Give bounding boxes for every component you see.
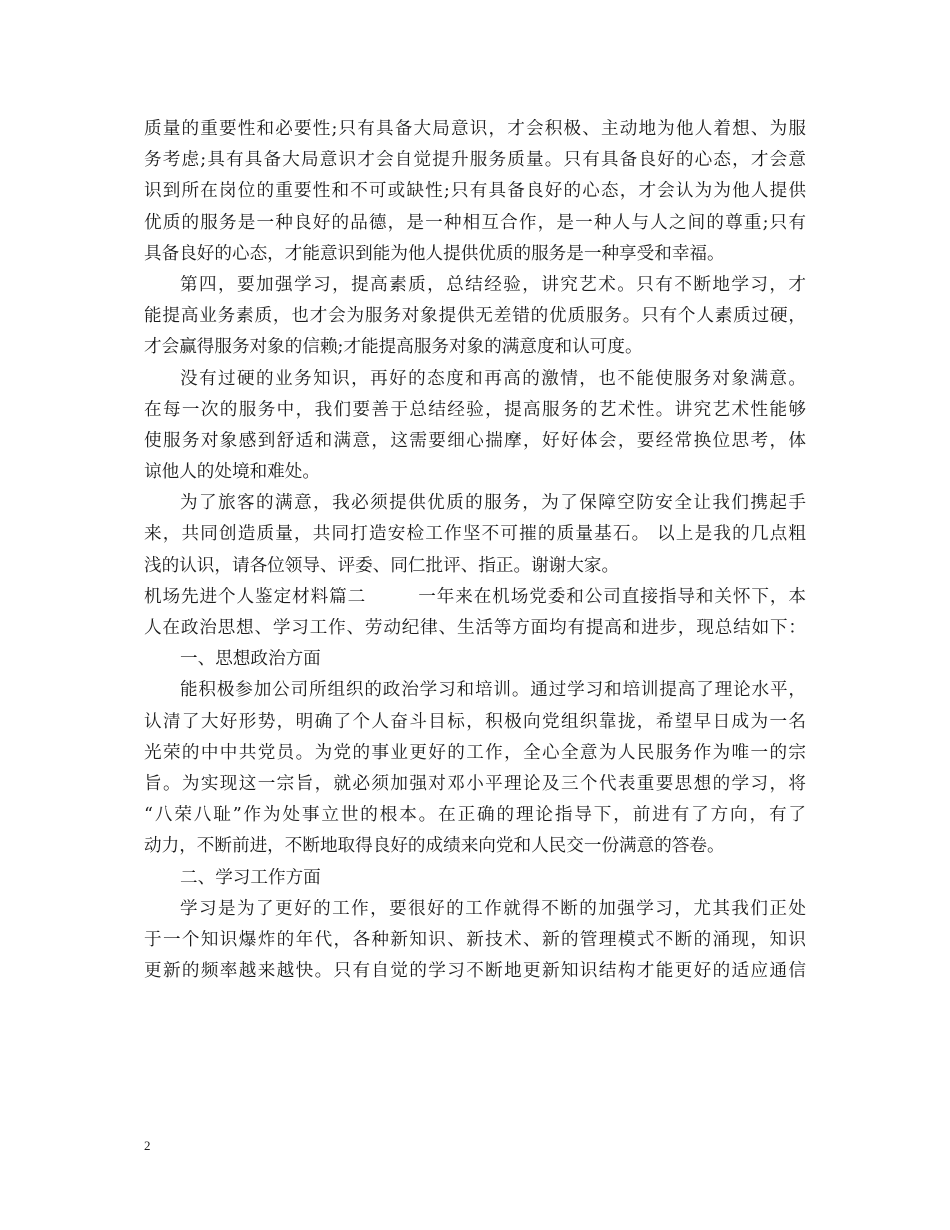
text-line: 为了旅客的满意，我必须提供优质的服务，为了保障空防安全让我们携起手 [180,493,806,514]
text-line: 识到所在岗位的重要性和不可或缺性;只有具备良好的心态，才会认为为他人提供 [144,181,806,202]
page-number: 2 [144,1138,151,1153]
text-line: 于一个知识爆炸的年代，各种新知识、新技术、新的管理模式不断的涌现，知识 [144,929,806,950]
text-line: 旨。为实现这一宗旨，就必须加强对邓小平理论及三个代表重要思想的学习，将 [144,773,806,794]
text-line: 质量的重要性和必要性;只有具备大局意识，才会积极、主动地为他人着想、为服 [144,119,806,139]
text-line: 优质的服务是一种良好的品德，是一种相互合作，是一种人与人之间的尊重;只有 [144,212,806,233]
text-line: 来，共同创造质量，共同打造安检工作坚不可摧的质量基石。 以上是我的几点粗 [144,524,806,545]
text-line: “八荣八耻”作为处事立世的根本。在正确的理论指导下，前进有了方向，有了 [144,805,806,826]
text-line: 务考虑;具有具备大局意识才会自觉提升服务质量。只有具备良好的心态，才会意 [144,150,806,171]
text-line: 才会赢得服务对象的信赖;才能提高服务对象的满意度和认可度。 [144,337,643,358]
text-line: 能提高业务素质，也才会为服务对象提供无差错的优质服务。只有个人素质过硬， [144,306,806,327]
text-line: 动力，不断前进，不断地取得良好的成绩来向党和人民交一份满意的答卷。 [144,836,725,857]
text-line: 没有过硬的业务知识，再好的态度和再高的激情，也不能使服务对象满意。 [180,368,806,389]
text-line: 更新的频率越来越快。只有自觉的学习不断地更新知识结构才能更好的适应通信 [144,961,806,982]
section-heading: 一、思想政治方面 [180,649,321,670]
body-text [144,114,806,987]
text-line: 在每一次的服务中，我们要善于总结经验，提高服务的艺术性。讲究艺术性能够 [144,399,806,420]
text-line: 具备良好的心态，才能意识到能为他人提供优质的服务是一种享受和幸福。 [144,243,725,264]
text-line: 学习是为了更好的工作，要很好的工作就得不断的加强学习，尤其我们正处 [180,898,806,919]
text-line: 光荣的中中共党员。为党的事业更好的工作，全心全意为人民服务作为唯一的宗 [144,742,806,763]
text-line: 人在政治思想、学习工作、劳动纪律、生活等方面均有提高和进步，现总结如下： [144,618,806,638]
section-title-line: 机场先进个人鉴定材料篇二 一年来在机场党委和公司直接指导和关怀下，本 [144,586,806,607]
text-line: 使服务对象感到舒适和满意，这需要细心揣摩，好好体会，要经常换位思考，体 [144,430,806,451]
text-line: 能积极参加公司所组织的政治学习和培训。通过学习和培训提高了理论水平， [180,680,806,701]
text-line: 第四，要加强学习，提高素质，总结经验，讲究艺术。只有不断地学习，才 [180,274,806,295]
section-heading: 二、学习工作方面 [180,867,321,888]
text-line: 认清了大好形势，明确了个人奋斗目标，积极向党组织靠拢，希望早日成为一名 [144,711,806,732]
text-line: 谅他人的处境和难处。 [144,462,320,483]
text-line: 浅的认识，请各位领导、评委、同仁批评、指正。谢谢大家。 [144,555,620,576]
